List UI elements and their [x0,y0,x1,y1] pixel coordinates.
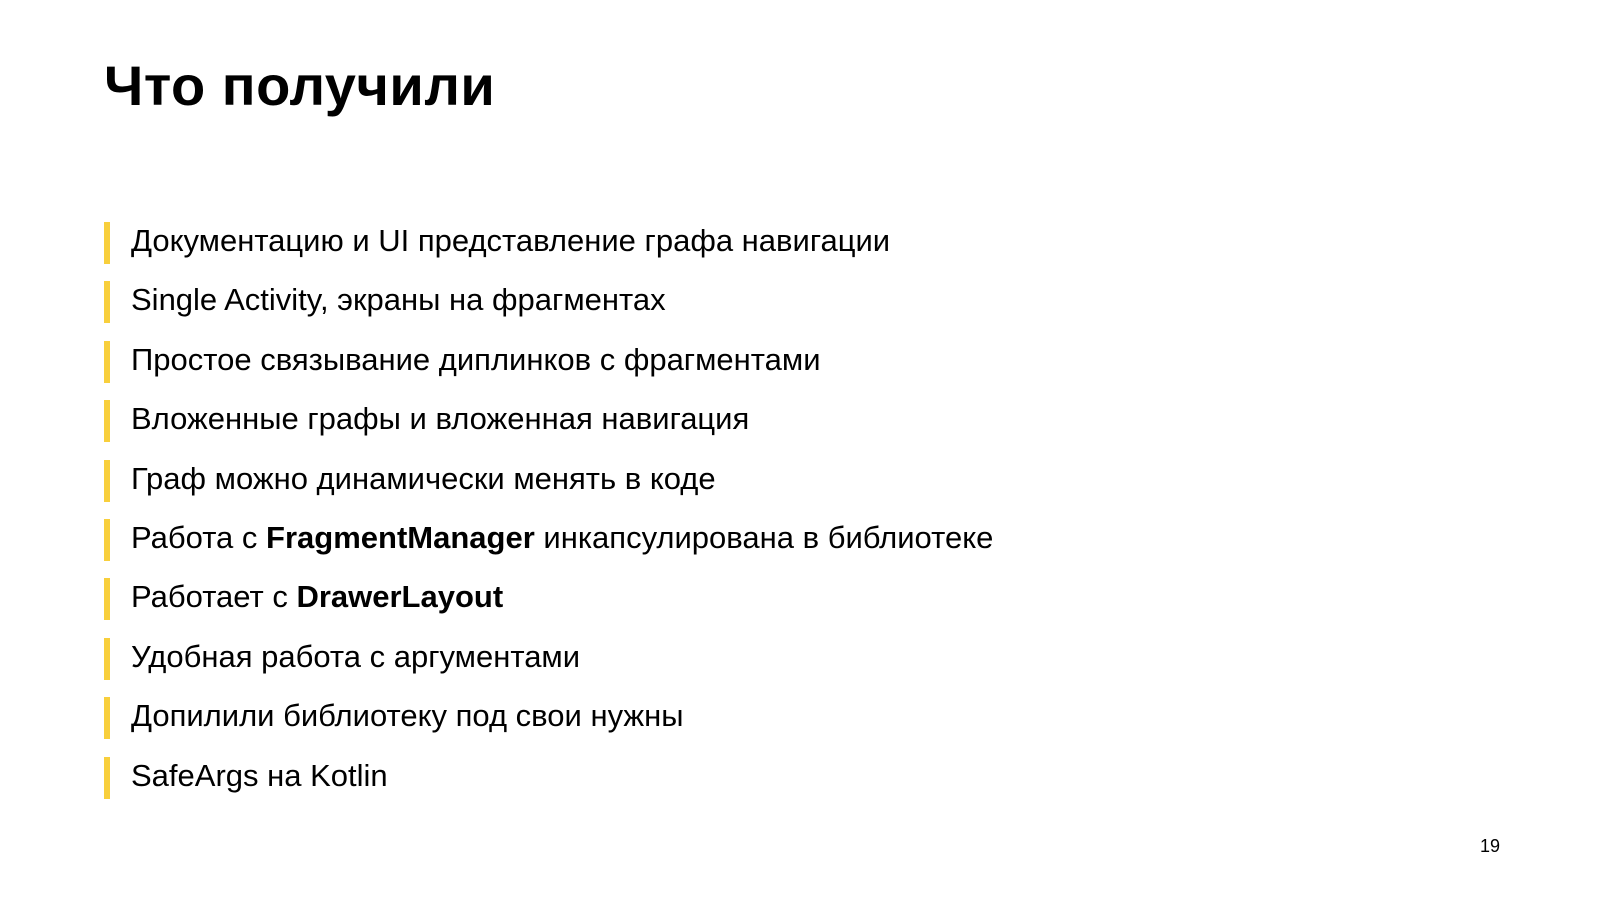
bullet-list [104,220,1404,814]
bullet-accent-bar [104,222,110,264]
bullet-item [104,576,1404,635]
bullet-text: Документацию и UI представление графа навигации [131,223,891,258]
bullet-accent-bar [104,757,110,799]
bullet-accent-bar [104,281,110,323]
slide-title: Что получили [104,54,496,117]
bullet-text: Удобная работа с аргументами [131,638,581,674]
bullet-text: Single Activity, экраны на фрагментах [131,282,666,318]
bullet-accent-bar [104,519,110,561]
bullet-text: SafeArgs на Kotlin [131,757,388,793]
bullet-item [104,636,1404,695]
page-number: 19 [1479,836,1500,856]
bullet-text: Вложенные графы и вложенная навигация [131,401,750,437]
bullet-accent-bar [104,578,110,620]
bullet-text: Работает с DrawerLayout [131,579,504,615]
bullet-accent-bar [104,400,110,442]
bullet-text: Допилили библиотеку под свои нужны [131,698,684,734]
bullet-item [104,517,1404,576]
bullet-accent-bar [104,638,110,680]
bullet-item [104,339,1404,398]
bullet-item [104,220,1404,279]
bullet-item [104,755,1404,814]
bullet-accent-bar [104,460,110,502]
bullet-text: Простое связывание диплинков с фрагментами [131,341,821,377]
bullet-item [104,279,1404,338]
bullet-text: Граф можно динамически менять в коде [131,460,716,496]
bullet-item [104,695,1404,754]
bullet-text: Работа с FragmentManager инкапсулирована в библиотеке [131,519,994,555]
bullet-accent-bar [104,341,110,383]
bullet-item [104,398,1404,457]
bullet-item [104,458,1404,517]
bullet-accent-bar [104,697,110,739]
